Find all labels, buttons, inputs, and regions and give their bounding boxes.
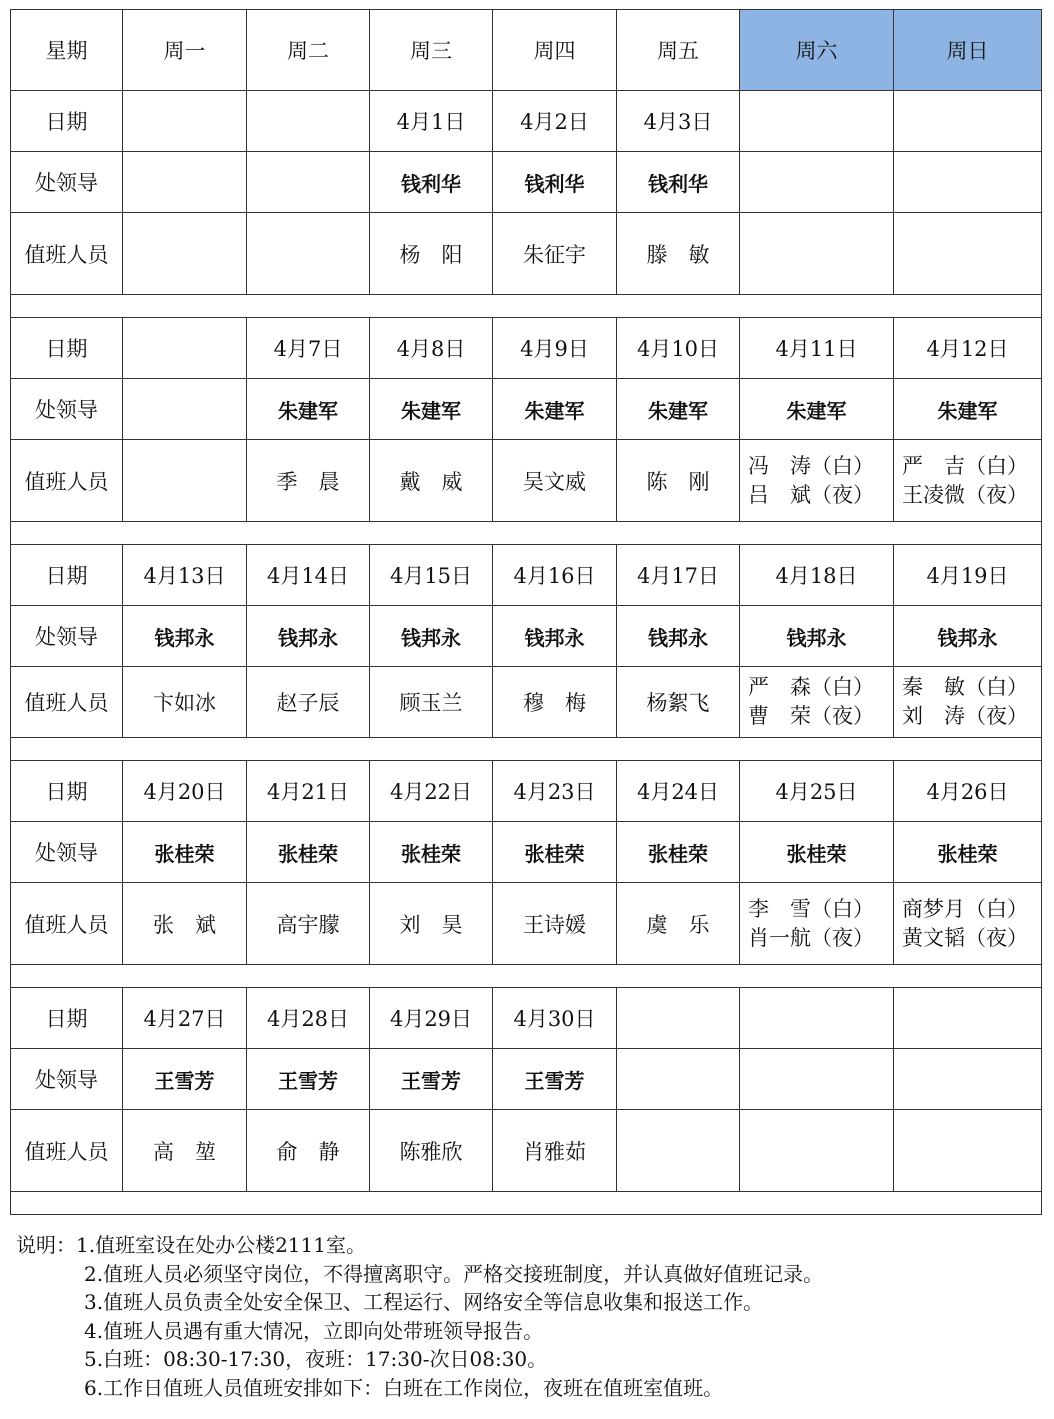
date-cell: 4月14日 [247,545,370,606]
leader-cell: 张桂荣 [370,822,493,883]
notes-section [16,1231,1036,1402]
leader-cell [740,152,894,213]
leader-cell: 张桂荣 [493,822,617,883]
row-label-staff: 值班人员 [11,1110,123,1192]
leader-cell: 钱邦永 [247,606,370,667]
row-label-date: 日期 [11,545,123,606]
date-cell [740,91,894,152]
staff-cell [894,1110,1042,1192]
leader-cell: 钱邦永 [894,606,1042,667]
staff-cell: 陈雅欣 [370,1110,493,1192]
row-label-date: 日期 [11,988,123,1049]
staff-row [11,213,1042,295]
spacer-row [11,522,1042,545]
note-line: 6.工作日值班人员值班安排如下：白班在工作岗位，夜班在值班室值班。 [84,1375,724,1400]
leader-cell: 钱利华 [617,152,740,213]
leader-cell: 张桂荣 [247,822,370,883]
leader-cell [617,1049,740,1110]
leader-cell: 钱邦永 [370,606,493,667]
leader-row [11,606,1042,667]
leader-row [11,1049,1042,1110]
leader-row [11,822,1042,883]
leader-cell: 朱建军 [247,379,370,440]
date-cell: 4月10日 [617,318,740,379]
date-cell: 4月8日 [370,318,493,379]
date-cell: 4月3日 [617,91,740,152]
header-day: 周二 [247,10,370,91]
date-cell: 4月20日 [123,761,247,822]
staff-cell: 季 晨 [247,440,370,522]
leader-row [11,379,1042,440]
staff-cell [247,213,370,295]
date-cell: 4月15日 [370,545,493,606]
spacer-cell [11,1192,1042,1215]
date-cell: 4月24日 [617,761,740,822]
date-cell: 4月16日 [493,545,617,606]
note-line: 2.值班人员必须坚守岗位，不得擅离职守。严格交接班制度，并认真做好值班记录。 [84,1261,824,1286]
note-line: 3.值班人员负责全处安全保卫、工程运行、网络安全等信息收集和报送工作。 [84,1290,764,1314]
date-cell: 4月7日 [247,318,370,379]
date-cell: 4月27日 [123,988,247,1049]
date-cell: 4月1日 [370,91,493,152]
header-day: 周四 [493,10,617,91]
leader-cell: 张桂荣 [123,822,247,883]
header-day: 周一 [123,10,247,91]
row-label-date: 日期 [11,91,123,152]
note-line: 说明：1.值班室设在处办公楼2111室。 [16,1233,366,1257]
date-cell [894,988,1042,1049]
staff-cell [740,213,894,295]
header-day-weekend: 周六 [740,10,894,91]
spacer-cell [11,738,1042,761]
spacer-row [11,965,1042,988]
date-cell: 4月13日 [123,545,247,606]
leader-cell: 朱建军 [894,379,1042,440]
date-cell [247,91,370,152]
staff-cell: 滕 敏 [617,213,740,295]
staff-cell [740,440,894,522]
leader-row [11,152,1042,213]
header-label: 星期 [11,10,123,91]
staff-cell: 虞 乐 [617,883,740,965]
staff-shift-name: 肖一航（夜） [748,925,874,950]
staff-cell [894,440,1042,522]
spacer-cell [11,965,1042,988]
date-cell: 4月26日 [894,761,1042,822]
leader-cell: 钱利华 [493,152,617,213]
date-cell: 4月17日 [617,545,740,606]
date-cell: 4月28日 [247,988,370,1049]
row-label-leader: 处领导 [11,1049,123,1110]
staff-cell: 高宇朦 [247,883,370,965]
row-label-staff: 值班人员 [11,440,123,522]
date-cell [123,318,247,379]
date-row [11,761,1042,822]
date-cell [740,988,894,1049]
leader-cell: 钱邦永 [123,606,247,667]
leader-cell: 张桂荣 [894,822,1042,883]
staff-shift-name: 王凌微（夜） [902,482,1028,507]
date-row [11,988,1042,1049]
staff-cell: 戴 威 [370,440,493,522]
leader-cell: 张桂荣 [740,822,894,883]
staff-cell: 张 斌 [123,883,247,965]
staff-cell [894,667,1042,738]
leader-cell: 王雪芳 [247,1049,370,1110]
spacer-cell [11,295,1042,318]
date-cell: 4月9日 [493,318,617,379]
row-label-staff: 值班人员 [11,667,123,738]
staff-cell: 顾玉兰 [370,667,493,738]
row-label-staff: 值班人员 [11,213,123,295]
staff-shift-name: 冯 涛（白） [748,453,874,478]
spacer-row [11,738,1042,761]
note-line: 4.值班人员遇有重大情况，立即向处带班领导报告。 [84,1318,544,1343]
staff-cell: 王诗媛 [493,883,617,965]
staff-cell [740,667,894,738]
header-row [11,10,1042,91]
spacer-row [11,1192,1042,1215]
staff-shift-name: 刘 涛（夜） [902,704,1028,728]
row-label-leader: 处领导 [11,379,123,440]
leader-cell: 朱建军 [493,379,617,440]
staff-shift-name: 严 吉（白） [902,453,1028,478]
date-cell: 4月25日 [740,761,894,822]
date-row [11,91,1042,152]
leader-cell: 王雪芳 [493,1049,617,1110]
leader-cell [247,152,370,213]
staff-shift-name: 李 雪（白） [748,896,874,921]
leader-cell [894,1049,1042,1110]
staff-cell [123,440,247,522]
date-cell [617,988,740,1049]
staff-cell: 杨 阳 [370,213,493,295]
staff-shift-name: 商梦月（白） [902,896,1028,921]
date-cell: 4月18日 [740,545,894,606]
staff-cell [894,213,1042,295]
header-day-weekend: 周日 [894,10,1042,91]
staff-cell [894,883,1042,965]
leader-cell: 张桂荣 [617,822,740,883]
date-row [11,545,1042,606]
date-cell: 4月23日 [493,761,617,822]
header-day: 周五 [617,10,740,91]
leader-cell [894,152,1042,213]
spacer-cell [11,522,1042,545]
staff-row [11,1110,1042,1192]
staff-cell: 肖雅茹 [493,1110,617,1192]
date-cell: 4月29日 [370,988,493,1049]
row-label-leader: 处领导 [11,606,123,667]
staff-cell [740,1110,894,1192]
staff-cell [123,213,247,295]
staff-row [11,883,1042,965]
date-cell: 4月11日 [740,318,894,379]
staff-cell: 杨絮飞 [617,667,740,738]
spacer-row [11,295,1042,318]
date-cell [123,91,247,152]
staff-shift-name: 吕 斌（夜） [748,482,874,507]
leader-cell: 朱建军 [617,379,740,440]
staff-cell: 陈 刚 [617,440,740,522]
row-label-staff: 值班人员 [11,883,123,965]
staff-shift-name: 秦 敏（白） [902,675,1028,699]
staff-cell: 卞如冰 [123,667,247,738]
leader-cell: 钱利华 [370,152,493,213]
duty-schedule-table [10,9,1042,1215]
staff-cell: 穆 梅 [493,667,617,738]
leader-cell: 朱建军 [370,379,493,440]
staff-shift-name: 曹 荣（夜） [748,704,874,728]
row-label-leader: 处领导 [11,822,123,883]
staff-cell [617,1110,740,1192]
leader-cell: 钱邦永 [740,606,894,667]
date-cell: 4月30日 [493,988,617,1049]
date-cell: 4月2日 [493,91,617,152]
staff-cell: 朱征宇 [493,213,617,295]
leader-cell: 朱建军 [740,379,894,440]
leader-cell [740,1049,894,1110]
date-cell: 4月22日 [370,761,493,822]
staff-cell: 俞 静 [247,1110,370,1192]
staff-cell: 吴文威 [493,440,617,522]
note-line: 5.白班：08:30-17:30，夜班：17:30-次日08:30。 [84,1347,548,1371]
leader-cell: 王雪芳 [123,1049,247,1110]
row-label-leader: 处领导 [11,152,123,213]
row-label-date: 日期 [11,318,123,379]
staff-cell: 刘 昊 [370,883,493,965]
header-day: 周三 [370,10,493,91]
date-cell: 4月12日 [894,318,1042,379]
leader-cell [123,379,247,440]
leader-cell: 钱邦永 [617,606,740,667]
row-label-date: 日期 [11,761,123,822]
staff-cell: 赵子辰 [247,667,370,738]
staff-row [11,667,1042,738]
staff-row [11,440,1042,522]
staff-shift-name: 严 森（白） [748,675,874,699]
date-cell [894,91,1042,152]
leader-cell: 王雪芳 [370,1049,493,1110]
leader-cell: 钱邦永 [493,606,617,667]
date-cell: 4月21日 [247,761,370,822]
leader-cell [123,152,247,213]
date-row [11,318,1042,379]
date-cell: 4月19日 [894,545,1042,606]
staff-shift-name: 黄文韬（夜） [902,925,1028,950]
staff-cell: 高 堃 [123,1110,247,1192]
staff-cell [740,883,894,965]
